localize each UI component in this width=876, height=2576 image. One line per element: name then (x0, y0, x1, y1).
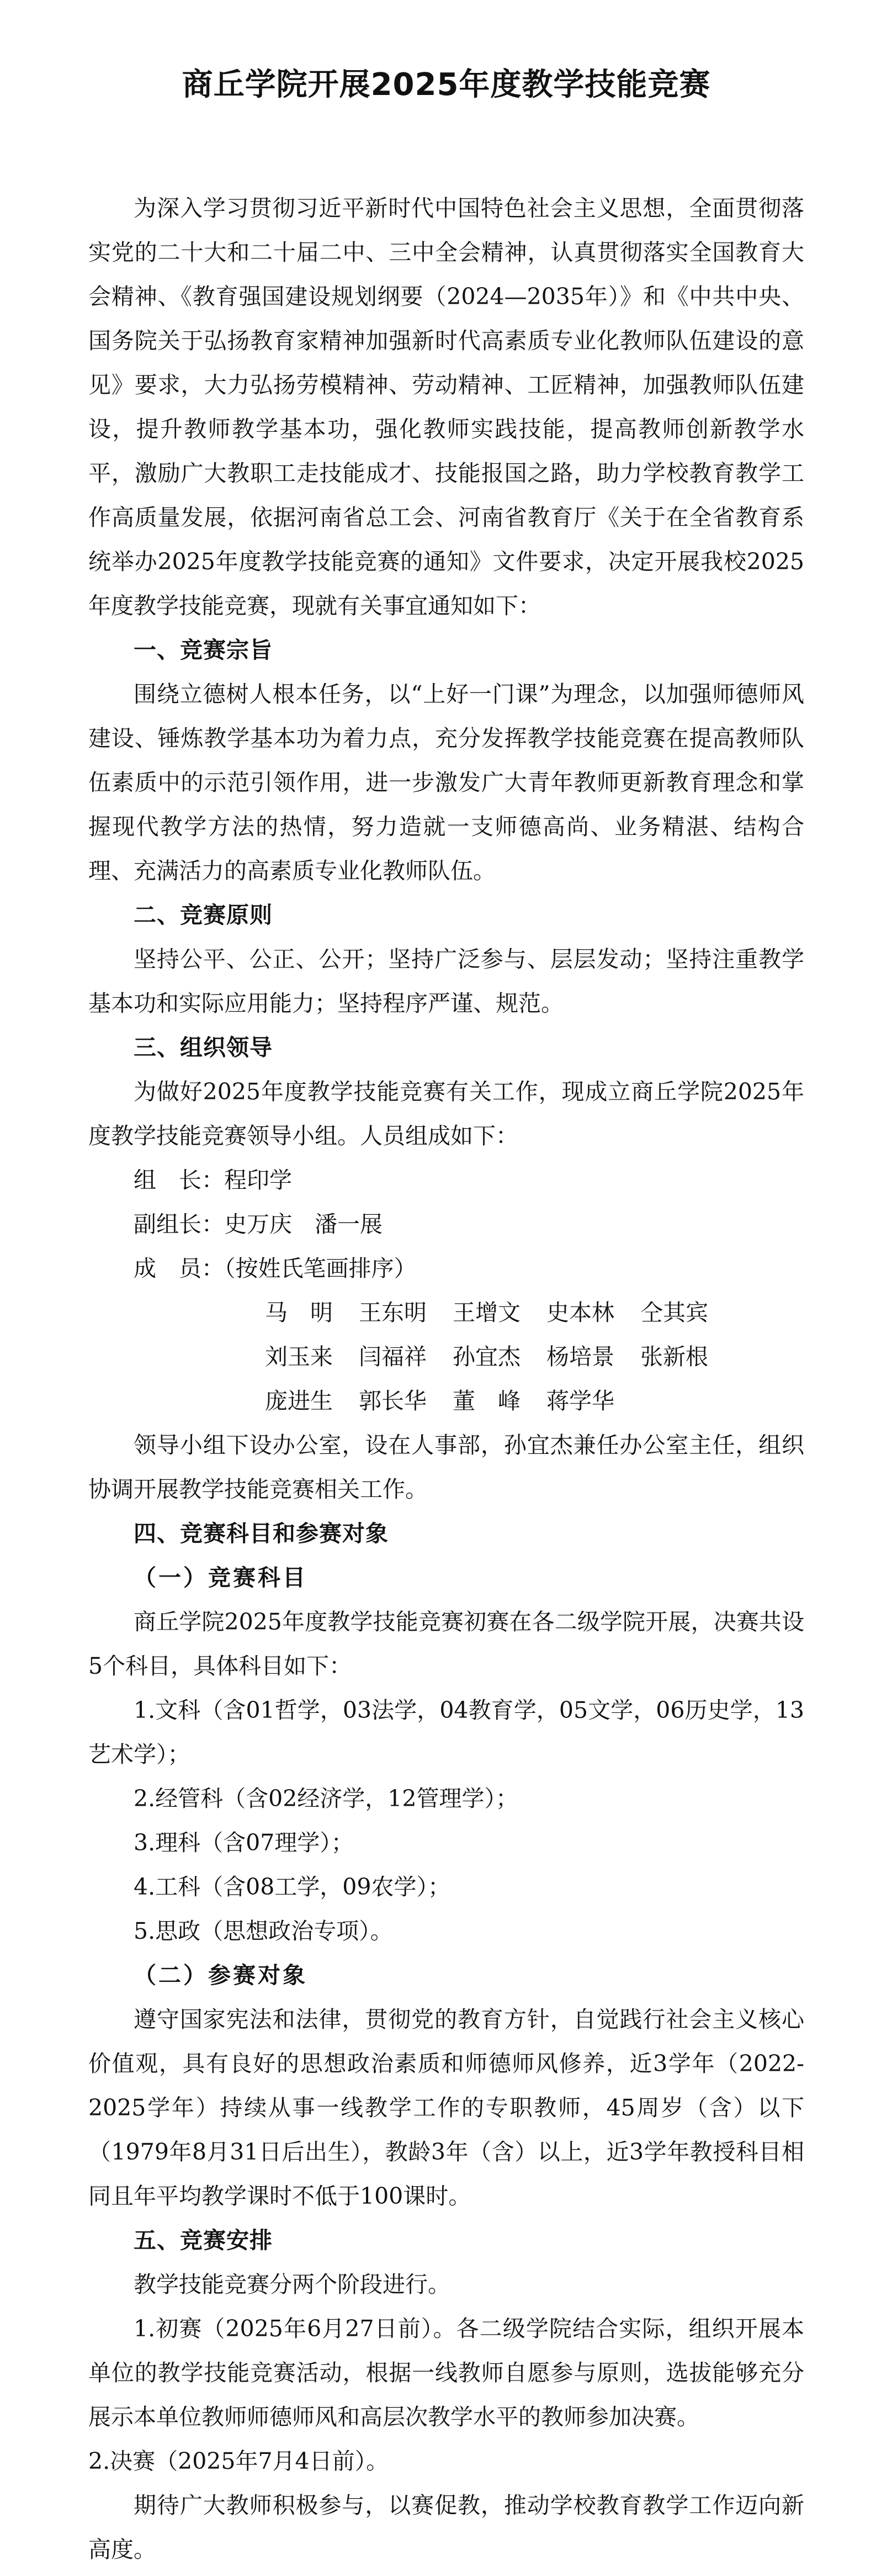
member-name: 仝其宾 (640, 1299, 708, 1326)
section-5-heading: 五、竞赛安排 (134, 2227, 273, 2254)
member-name: 蒋学华 (546, 1388, 614, 1415)
member-name: 郭长华 (359, 1388, 427, 1415)
members-list (88, 1290, 804, 1423)
subsection-1-heading: （一）竞赛科目 (134, 1564, 307, 1591)
subject-item: 4.工科（含08工学，09农学）； (134, 1874, 450, 1901)
stage-1-paragraph: 1.初赛（2025年6月27日前）。各二级学院结合实际，组织开展本单位的教学技能竞赛活动，根据一线教师自愿参与原则，选拔能够充分展示本单位教师师德师风和高层次教学水平的教师参加决赛。 (88, 2315, 804, 2431)
members-label-line: 成 员：（按姓氏笔画排序） (134, 1255, 417, 1282)
group-leader-line: 组 长：程印学 (134, 1167, 292, 1194)
section-3-body: 为做好2025年度教学技能竞赛有关工作，现成立商丘学院2025年度教学技能竞赛领导小组。人员组成如下： (88, 1078, 804, 1150)
intro-paragraph: 为深入学习贯彻习近平新时代中国特色社会主义思想，全面贯彻落实党的二十大和二十届二中、三中全会精神，认真贯彻落实全国教育大会精神、《教育强国建设规划纲要（2024—2035年）》和《中共中央、国务院关于弘扬教育家精神加强新时代高素质专业化教师队伍建设的意见》要求，大力弘扬劳模精神、劳动精神、工匠精神，加强教师队伍建设，提升教师教学基本功，强化教师实践技能，提高教师创新教学水平，激励广大教职工走技能成才、技能报国之路，助力学校教育教学工作高质量发展，依据河南省总工会、河南省教育厅《关于在全省教育系统举办2025年度教学技能竞赛的通知》文件要求，决定开展我校2025年度教学技能竞赛，现就有关事宜通知如下： (88, 195, 804, 620)
section-4-heading: 四、竞赛科目和参赛对象 (134, 1520, 389, 1547)
section-3-heading: 三、组织领导 (134, 1034, 273, 1061)
subsection-1-body: 商丘学院2025年度教学技能竞赛初赛在各二级学院开展，决赛共设5个科目，具体科目如下： (88, 1609, 804, 1680)
member-name: 王东明 (359, 1299, 427, 1326)
section-1-heading: 一、竞赛宗旨 (134, 637, 273, 664)
closing-paragraph: 期待广大教师积极参与，以赛促教，推动学校教育教学工作迈向新高度。 (88, 2492, 804, 2563)
member-name: 闫福祥 (359, 1343, 427, 1371)
member-name: 董 峰 (453, 1388, 521, 1415)
member-name: 史本林 (546, 1299, 614, 1326)
member-name: 张新根 (640, 1343, 708, 1371)
section-5-body: 教学技能竞赛分两个阶段进行。 (134, 2271, 450, 2298)
subject-item: 1.文科（含01哲学，03法学，04教育学，05文学，06历史学，13艺术学）； (88, 1697, 804, 1768)
member-name: 庞进生 (265, 1388, 333, 1415)
members-row (265, 1290, 804, 1335)
members-row (265, 1335, 804, 1379)
subject-item: 2.经管科（含02经济学，12管理学）； (134, 1785, 518, 1812)
subsection-2-heading: （二）参赛对象 (134, 1962, 307, 1989)
member-name: 王增文 (453, 1299, 521, 1326)
subsection-2-body: 遵守国家宪法和法律，贯彻党的教育方针，自觉践行社会主义核心价值观，具有良好的思想政治素质和师德师风修养，近3学年（2022-2025学年）持续从事一线教学工作的专职教师，45周岁（含）以下（1979年8月31日后出生），教龄3年（含）以上，近3学年教授科目相同且年平均教学课时不低于100课时。 (88, 2006, 804, 2210)
member-name: 马 明 (265, 1299, 333, 1326)
member-name: 刘玉来 (265, 1343, 333, 1371)
office-paragraph: 领导小组下设办公室，设在人事部，孙宜杰兼任办公室主任，组织协调开展教学技能竞赛相关工作。 (88, 1432, 804, 1503)
document-title: 商丘学院开展2025年度教学技能竞赛 (182, 67, 711, 103)
stage-2-paragraph: 2.决赛（2025年7月4日前）。 (88, 2448, 389, 2475)
deputy-leader-line: 副组长：史万庆 潘一展 (134, 1211, 383, 1238)
member-name: 孙宜杰 (453, 1343, 521, 1371)
section-1-body: 围绕立德树人根本任务，以“上好一门课”为理念，以加强师德师风建设、锤炼教学基本功为着力点，充分发挥教学技能竞赛在提高教师队伍素质中的示范引领作用，进一步激发广大青年教师更新教育理念和掌握现代教学方法的热情，努力造就一支师德高尚、业务精湛、结构合理、充满活力的高素质专业化教师队伍。 (88, 681, 804, 885)
section-2-heading: 二、竞赛原则 (134, 902, 273, 929)
subject-item: 3.理科（含07理学）； (134, 1829, 354, 1856)
subject-item: 5.思政（思想政治专项）。 (134, 1918, 393, 1945)
section-2-body: 坚持公平、公正、公开；坚持广泛参与、层层发动；坚持注重教学基本功和实际应用能力；坚持程序严谨、规范。 (88, 946, 804, 1017)
members-row (265, 1379, 804, 1423)
member-name: 杨培景 (546, 1343, 614, 1371)
